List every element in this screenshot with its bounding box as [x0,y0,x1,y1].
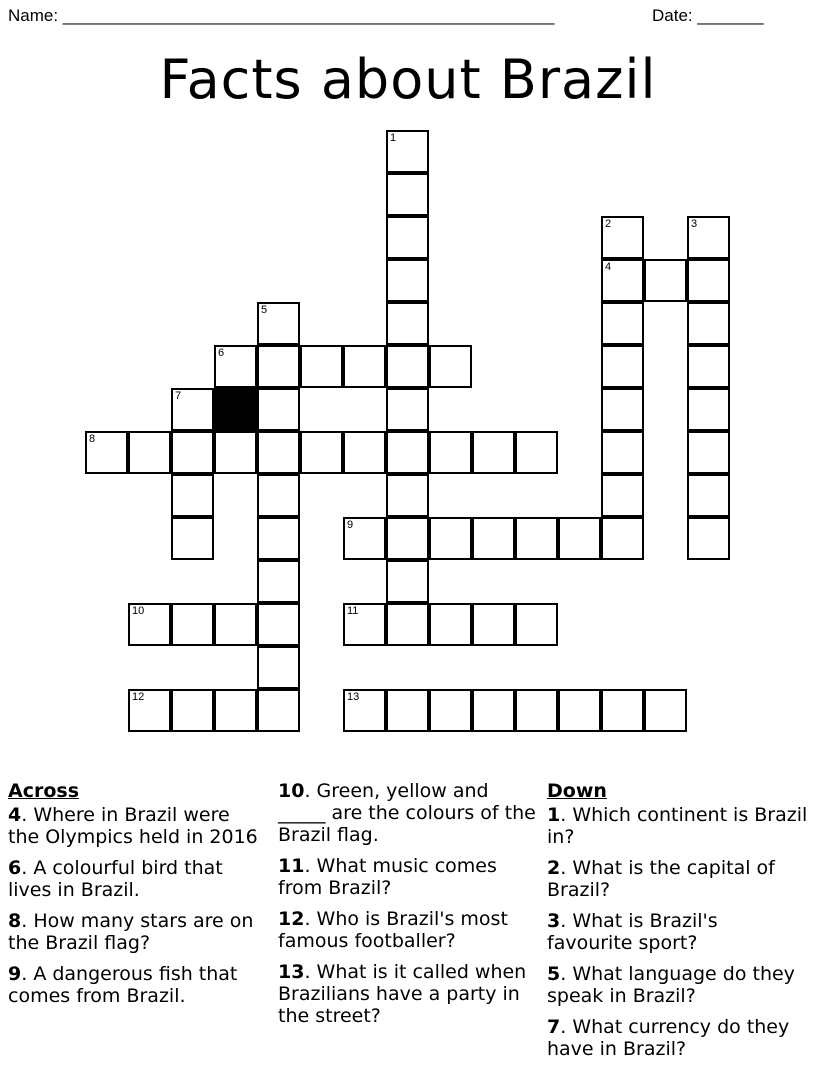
grid-cell[interactable] [343,431,386,474]
across-clues [8,780,266,1016]
clue-number: 2 [547,857,561,879]
grid-cell[interactable] [386,259,429,302]
grid-cell[interactable] [386,345,429,388]
clue-across-10 [278,780,540,846]
grid-cell[interactable] [257,689,300,732]
clue-text: . A dangerous fish that comes from Brazil. [8,963,238,1007]
clue-text: . Which continent is Brazil in? [547,804,808,848]
grid-cell[interactable] [644,259,687,302]
grid-cell[interactable] [687,517,730,560]
down-clues [547,780,809,1069]
grid-cell[interactable] [386,130,429,173]
clue-number: 3 [547,910,561,932]
clue-text: . What is the capital of Brazil? [547,857,775,901]
clue-across-11 [278,855,540,899]
grid-cell[interactable] [515,517,558,560]
grid-cell[interactable] [558,517,601,560]
grid-cell[interactable] [687,388,730,431]
grid-cell[interactable] [214,345,257,388]
clue-number: 13 [278,961,305,983]
clue-down-3 [547,910,809,954]
grid-cell[interactable] [386,689,429,732]
clue-number-label: 4 [605,261,612,273]
clue-number-label: 2 [605,218,612,230]
clue-number-label: 13 [347,691,360,703]
grid-cell[interactable] [472,603,515,646]
grid-cell[interactable] [343,603,386,646]
grid-cell[interactable] [257,517,300,560]
clue-number: 5 [547,963,561,985]
puzzle-title: Facts about Brazil [159,48,657,111]
clue-across-8 [8,910,266,954]
clue-number-label: 9 [347,519,354,531]
clue-text: . What is Brazil's favourite sport? [547,910,718,954]
grid-cell[interactable] [257,431,300,474]
clue-text: . What is it called when Brazilians have a party in the street? [278,961,527,1027]
grid-cell[interactable] [257,646,300,689]
clue-number: 10 [278,780,305,802]
clue-down-7 [547,1016,809,1060]
grid-cell[interactable] [601,431,644,474]
clue-text: . Green, yellow and _____ are the colours of the Brazil flag. [278,780,536,846]
blocked-cell [214,388,257,431]
grid-cell[interactable] [515,431,558,474]
clue-across-6 [8,857,266,901]
grid-cell[interactable] [472,431,515,474]
clue-number: 1 [547,804,561,826]
grid-cell[interactable] [601,474,644,517]
grid-cell[interactable] [257,302,300,345]
clue-text: . A colourful bird that lives in Brazil. [8,857,223,901]
clue-number-label: 3 [691,218,698,230]
grid-cell[interactable] [128,431,171,474]
grid-cell[interactable] [386,216,429,259]
clue-across-9 [8,963,266,1007]
grid-cell[interactable] [601,517,644,560]
clue-text: . How many stars are on the Brazil flag? [8,910,254,954]
grid-cell[interactable] [515,603,558,646]
grid-cell[interactable] [644,689,687,732]
clue-down-2 [547,857,809,901]
grid-cell[interactable] [601,302,644,345]
clue-text: . Where in Brazil were the Olympics held in 2016 [8,804,258,848]
grid-cell[interactable] [687,345,730,388]
across-heading: Across [8,780,80,802]
grid-cell[interactable] [128,689,171,732]
date-field[interactable]: Date: _______ [652,6,764,25]
grid-cell[interactable] [386,560,429,603]
grid-cell[interactable] [257,388,300,431]
grid-cell[interactable] [429,689,472,732]
grid-cell[interactable] [386,431,429,474]
grid-cell[interactable] [429,603,472,646]
grid-cell[interactable] [687,474,730,517]
grid-cell[interactable] [171,689,214,732]
grid-cell[interactable] [171,517,214,560]
grid-cell[interactable] [472,689,515,732]
clue-across-4 [8,804,266,848]
grid-cell[interactable] [257,603,300,646]
grid-cell[interactable] [429,517,472,560]
grid-cell[interactable] [85,431,128,474]
grid-cell[interactable] [257,345,300,388]
clue-across-12 [278,908,540,952]
clue-number-label: 5 [261,304,268,316]
grid-cell[interactable] [386,474,429,517]
grid-cell[interactable] [601,388,644,431]
clue-number: 7 [547,1016,561,1038]
clue-number: 9 [8,963,22,985]
grid-cell[interactable] [687,302,730,345]
clue-number: 4 [8,804,22,826]
grid-cell[interactable] [343,689,386,732]
grid-cell[interactable] [687,431,730,474]
grid-cell[interactable] [472,517,515,560]
grid-cell[interactable] [429,431,472,474]
grid-cell[interactable] [386,173,429,216]
clue-text: . What language do they speak in Brazil? [547,963,795,1007]
grid-cell[interactable] [214,603,257,646]
grid-cell[interactable] [386,388,429,431]
grid-cell[interactable] [257,474,300,517]
grid-cell[interactable] [386,603,429,646]
clue-down-1 [547,804,809,848]
clue-number-label: 11 [347,605,359,617]
clue-number-label: 12 [132,691,145,703]
clue-number-label: 10 [132,605,145,617]
grid-cell[interactable] [171,431,214,474]
clue-text: . Who is Brazil's most famous footballer? [278,908,508,952]
grid-cell[interactable] [558,689,601,732]
clue-text: . What music comes from Brazil? [278,855,497,899]
clue-number-label: 7 [175,390,182,402]
across-clues-continued [278,780,540,1036]
clue-number-label: 1 [390,132,397,144]
grid-cell[interactable] [601,345,644,388]
clue-number-label: 8 [89,433,96,445]
grid-cell[interactable] [214,431,257,474]
grid-cell[interactable] [343,345,386,388]
down-heading: Down [547,780,607,802]
name-field[interactable]: Name: ____________________________________________________ [8,6,555,25]
grid-cell[interactable] [429,345,472,388]
grid-cell[interactable] [687,216,730,259]
grid-cell[interactable] [515,689,558,732]
clue-number: 12 [278,908,305,930]
clue-number: 11 [278,855,305,877]
clue-number: 6 [8,857,22,879]
grid-cell[interactable] [601,216,644,259]
grid-cell[interactable] [687,259,730,302]
grid-cell[interactable] [601,689,644,732]
grid-cell[interactable] [300,431,343,474]
grid-cell[interactable] [128,603,171,646]
clue-number-label: 6 [218,347,225,359]
grid-cell[interactable] [171,474,214,517]
clue-down-5 [547,963,809,1007]
grid-cell[interactable] [300,345,343,388]
clue-text: . What currency do they have in Brazil? [547,1016,790,1060]
grid-cell[interactable] [386,517,429,560]
grid-cell[interactable] [214,689,257,732]
grid-cell[interactable] [171,603,214,646]
grid-cell[interactable] [343,517,386,560]
grid-cell[interactable] [171,388,214,431]
grid-cell[interactable] [257,560,300,603]
clue-number: 8 [8,910,22,932]
grid-cell[interactable] [386,302,429,345]
grid-cell[interactable] [601,259,644,302]
clue-across-13 [278,961,540,1027]
